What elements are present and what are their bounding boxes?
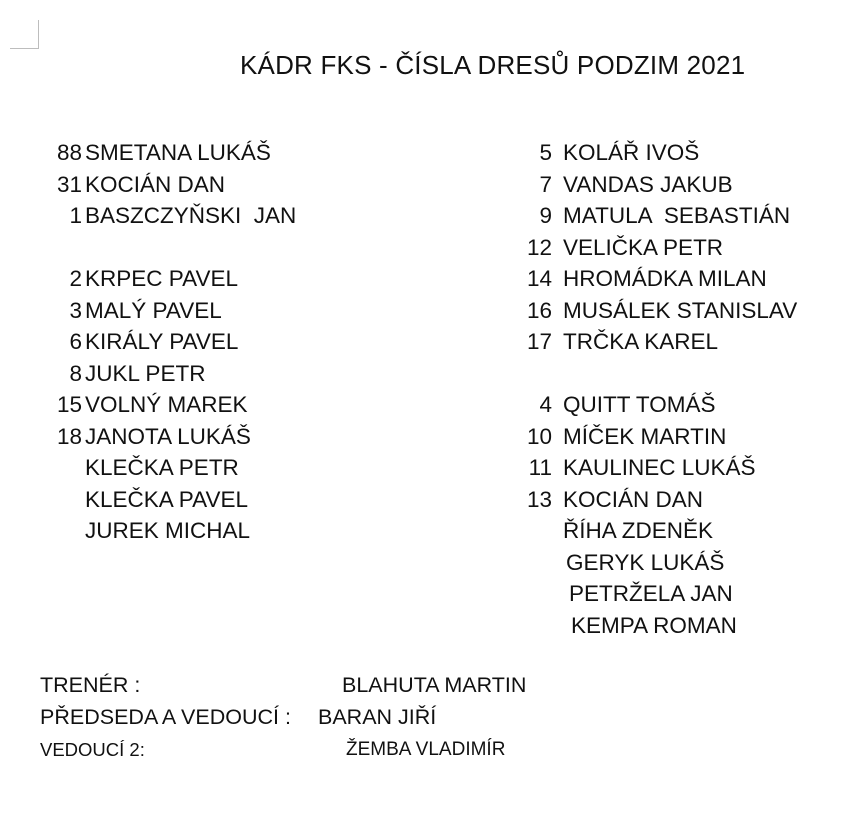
player-row: [522, 484, 797, 516]
player-name: TRČKA KAREL: [563, 329, 719, 354]
trainer-label: TRENÉR :: [40, 673, 141, 697]
player-row: [48, 326, 296, 358]
player-row: [48, 169, 296, 201]
player-row: [48, 137, 296, 169]
jersey-number: 8: [69, 360, 82, 386]
chair-label: PŘEDSEDA A VEDOUCÍ :: [40, 704, 291, 729]
jersey-number: 14: [526, 266, 552, 291]
player-row: [48, 263, 296, 295]
jersey-number: 88: [56, 140, 82, 165]
player-name: SMETANA LUKÁŠ: [85, 140, 271, 165]
jersey-number: 1: [69, 203, 82, 228]
player-name: KOLÁŘ IVOŠ: [563, 140, 700, 165]
player-name: GERYK LUKÁŠ: [566, 549, 725, 575]
player-name: MÍČEK MARTIN: [563, 423, 727, 449]
player-row: [522, 515, 797, 547]
manager2-name: ŽEMBA VLADIMÍR: [346, 739, 506, 760]
jersey-number: 16: [526, 297, 552, 323]
player-name: VANDAS JAKUB: [563, 171, 733, 197]
row-spacer: [522, 358, 797, 390]
row-spacer: [48, 232, 296, 264]
jersey-number: 31: [56, 171, 82, 197]
player-name: KOCIÁN DAN: [563, 486, 704, 512]
jersey-number: 12: [526, 234, 552, 260]
roster-left-column: [48, 137, 296, 547]
jersey-number: 7: [539, 171, 552, 197]
roster-right-column: [522, 137, 797, 641]
player-row: [522, 169, 797, 201]
player-row: [522, 137, 797, 169]
jersey-number: 17: [526, 329, 552, 354]
player-name: KAULINEC LUKÁŠ: [563, 455, 756, 480]
player-row: [522, 295, 797, 327]
player-name: PETRŽELA JAN: [569, 581, 733, 606]
player-name: KLEČKA PETR: [85, 455, 239, 480]
jersey-number: 9: [539, 203, 552, 228]
player-name: KOCIÁN DAN: [85, 171, 226, 197]
player-name: ŘÍHA ZDENĚK: [563, 518, 714, 543]
trainer-name: BLAHUTA MARTIN: [342, 673, 527, 697]
jersey-number: 6: [69, 329, 82, 354]
chair-name: BARAN JIŘÍ: [318, 704, 437, 729]
player-row: [48, 515, 296, 547]
player-row: [522, 326, 797, 358]
player-row: [48, 421, 296, 453]
player-row: [522, 232, 797, 264]
player-name: VELIČKA PETR: [563, 234, 724, 260]
player-row: [522, 578, 797, 610]
player-name: MALÝ PAVEL: [85, 297, 222, 323]
player-name: JUKL PETR: [85, 360, 206, 386]
jersey-number: 4: [539, 392, 552, 417]
player-row: [48, 295, 296, 327]
player-row: [522, 547, 797, 579]
player-name: KLEČKA PAVEL: [85, 486, 249, 512]
player-row: [48, 389, 296, 421]
jersey-number: 3: [69, 297, 82, 323]
player-row: [522, 389, 797, 421]
player-name: KIRÁLY PAVEL: [85, 329, 239, 354]
player-name: MUSÁLEK STANISLAV: [563, 297, 798, 323]
document-title: KÁDR FKS - ČÍSLA DRESŮ PODZIM 2021: [240, 50, 746, 80]
page-corner-mark: [10, 20, 39, 49]
jersey-number: 11: [528, 455, 552, 480]
jersey-number: 10: [526, 423, 552, 449]
manager2-label: VEDOUCÍ 2:: [40, 739, 145, 760]
player-row: [522, 263, 797, 295]
jersey-number: 5: [539, 140, 552, 165]
player-name: VOLNÝ MAREK: [85, 392, 248, 417]
jersey-number: 18: [56, 423, 82, 449]
player-name: BASZCZYŇSKI JAN: [85, 203, 297, 228]
player-row: [522, 200, 797, 232]
player-name: KEMPA ROMAN: [571, 612, 737, 638]
player-row: [48, 200, 296, 232]
player-row: [522, 421, 797, 453]
player-name: HROMÁDKA MILAN: [563, 266, 767, 291]
player-name: MATULA SEBASTIÁN: [563, 203, 791, 228]
player-row: [48, 358, 296, 390]
player-row: [48, 484, 296, 516]
jersey-number: 2: [69, 266, 82, 291]
player-row: [522, 452, 797, 484]
player-name: JANOTA LUKÁŠ: [85, 423, 251, 449]
jersey-number: 13: [526, 486, 552, 512]
player-row: [48, 452, 296, 484]
player-name: QUITT TOMÁŠ: [563, 392, 716, 417]
jersey-number: 15: [56, 392, 82, 417]
player-name: KRPEC PAVEL: [85, 266, 238, 291]
player-row: [522, 610, 797, 642]
player-name: JUREK MICHAL: [85, 518, 251, 543]
